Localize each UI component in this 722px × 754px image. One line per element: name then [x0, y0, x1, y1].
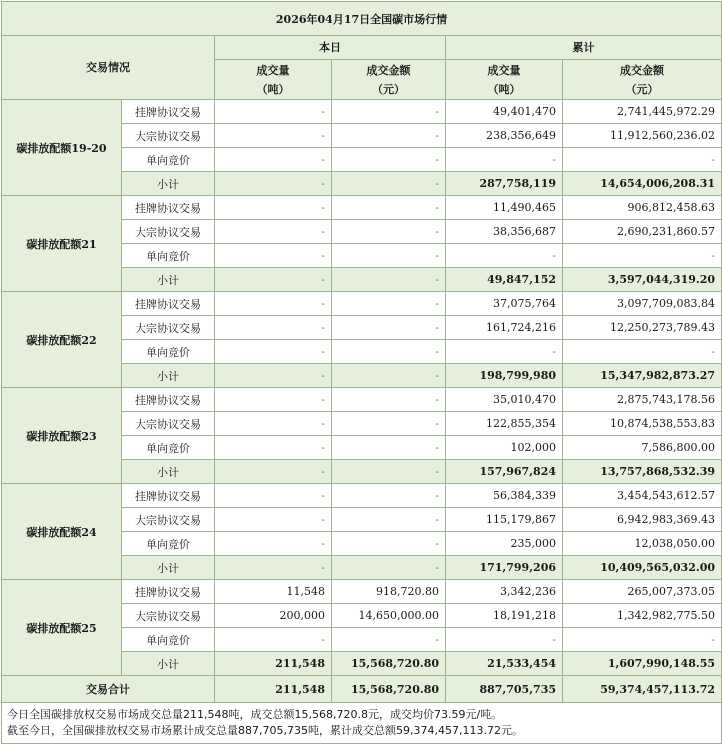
today-amount-cell: -	[332, 388, 446, 412]
today-volume-cell: -	[215, 100, 332, 124]
cumulative-volume-cell: 161,724,216	[446, 316, 563, 340]
today-volume-cell: -	[215, 484, 332, 508]
today-volume-cell: -	[215, 460, 332, 484]
cumulative-amount-cell: 10,409,565,032.00	[563, 556, 722, 580]
today-amount-cell: -	[332, 556, 446, 580]
cumulative-amount-cell: 2,875,743,178.56	[563, 388, 722, 412]
cumulative-volume-cell: 11,490,465	[446, 196, 563, 220]
table-title: 2026年04月17日全国碳市场行情	[2, 2, 722, 36]
trade-type-label: 单向竞价	[122, 628, 215, 652]
today-volume-cell: -	[215, 124, 332, 148]
trade-type-label: 单向竞价	[122, 148, 215, 172]
trade-type-label: 大宗协议交易	[122, 412, 215, 436]
today-volume-cell: -	[215, 340, 332, 364]
today-volume-cell: -	[215, 628, 332, 652]
volume-label: 成交量	[256, 63, 290, 77]
today-amount-cell: 918,720.80	[332, 580, 446, 604]
trade-type-label: 单向竞价	[122, 244, 215, 268]
today-volume-cell: -	[215, 148, 332, 172]
table-row	[2, 580, 722, 604]
cumulative-amount-cell: 265,007,373.05	[563, 580, 722, 604]
trade-type-label: 挂牌协议交易	[122, 196, 215, 220]
cumulative-amount-cell: 10,874,538,553.83	[563, 412, 722, 436]
today-amount-cell: -	[332, 484, 446, 508]
table-row	[2, 292, 722, 316]
trade-type-label: 挂牌协议交易	[122, 292, 215, 316]
cumulative-amount-cell: 14,654,006,208.31	[563, 172, 722, 196]
trade-info-header: 交易情况	[2, 36, 215, 100]
today-volume-cell: -	[215, 172, 332, 196]
subtotal-label: 小计	[122, 556, 215, 580]
cumulative-amount-cell: 3,454,543,612.57	[563, 484, 722, 508]
today-amount-cell: -	[332, 292, 446, 316]
total-cumulative-amount: 59,374,457,113.72	[563, 676, 722, 703]
cumulative-volume-cell: 21,533,454	[446, 652, 563, 676]
total-cumulative-volume: 887,705,735	[446, 676, 563, 703]
today-volume-cell: -	[215, 436, 332, 460]
cumulative-amount-cell: -	[563, 244, 722, 268]
total-today-amount: 15,568,720.80	[332, 676, 446, 703]
today-volume-header	[215, 60, 332, 100]
cumulative-volume-cell: -	[446, 340, 563, 364]
today-amount-cell: -	[332, 172, 446, 196]
today-volume-cell: -	[215, 532, 332, 556]
cumulative-amount-cell: 12,250,273,789.43	[563, 316, 722, 340]
table-row	[2, 196, 722, 220]
cumulative-volume-cell: 38,356,687	[446, 220, 563, 244]
cumulative-header: 累计	[446, 36, 722, 60]
trade-type-label: 单向竞价	[122, 532, 215, 556]
cumulative-volume-cell: 49,847,152	[446, 268, 563, 292]
trade-type-label: 挂牌协议交易	[122, 388, 215, 412]
trade-type-label: 挂牌协议交易	[122, 484, 215, 508]
today-amount-cell: -	[332, 316, 446, 340]
allowance-group-name: 碳排放配额23	[2, 388, 122, 484]
trade-type-label: 大宗协议交易	[122, 124, 215, 148]
cumulative-amount-cell: 3,597,044,319.20	[563, 268, 722, 292]
cumulative-amount-cell: 3,097,709,083.84	[563, 292, 722, 316]
amount-unit: （元）	[625, 82, 659, 96]
today-volume-cell: -	[215, 556, 332, 580]
table-row	[2, 484, 722, 508]
today-amount-cell: -	[332, 628, 446, 652]
subtotal-label: 小计	[122, 268, 215, 292]
today-amount-cell: -	[332, 148, 446, 172]
cumulative-amount-cell: 12,038,050.00	[563, 532, 722, 556]
cumulative-volume-cell: 102,000	[446, 436, 563, 460]
cumulative-amount-cell: 6,942,983,369.43	[563, 508, 722, 532]
cumulative-volume-cell: 198,799,980	[446, 364, 563, 388]
today-amount-header	[332, 60, 446, 100]
footnote	[2, 703, 722, 744]
cumulative-amount-cell: 7,586,800.00	[563, 436, 722, 460]
trade-type-label: 大宗协议交易	[122, 220, 215, 244]
trade-type-label: 单向竞价	[122, 436, 215, 460]
subtotal-label: 小计	[122, 364, 215, 388]
today-volume-cell: -	[215, 508, 332, 532]
cumulative-volume-cell: -	[446, 244, 563, 268]
today-amount-cell: -	[332, 532, 446, 556]
today-amount-cell: -	[332, 124, 446, 148]
amount-label: 成交金额	[620, 63, 664, 77]
today-amount-cell: -	[332, 244, 446, 268]
cumulative-volume-header	[446, 60, 563, 100]
cumulative-amount-cell: 2,690,231,860.57	[563, 220, 722, 244]
today-volume-cell: -	[215, 196, 332, 220]
today-amount-cell: -	[332, 220, 446, 244]
today-volume-cell: 200,000	[215, 604, 332, 628]
today-amount-cell: -	[332, 340, 446, 364]
allowance-group-name: 碳排放配额24	[2, 484, 122, 580]
cumulative-volume-cell: 122,855,354	[446, 412, 563, 436]
cumulative-volume-cell: 287,758,119	[446, 172, 563, 196]
today-volume-cell: -	[215, 220, 332, 244]
allowance-group-name: 碳排放配额19-20	[2, 100, 122, 196]
cumulative-amount-cell: 11,912,560,236.02	[563, 124, 722, 148]
today-amount-cell: -	[332, 196, 446, 220]
today-volume-cell: 211,548	[215, 652, 332, 676]
table-row	[2, 100, 722, 124]
cumulative-amount-cell: -	[563, 340, 722, 364]
carbon-market-table	[1, 1, 722, 744]
volume-label: 成交量	[487, 63, 521, 77]
amount-label: 成交金额	[366, 63, 411, 77]
cumulative-volume-cell: 35,010,470	[446, 388, 563, 412]
cumulative-volume-cell: 49,401,470	[446, 100, 563, 124]
cumulative-volume-cell: 37,075,764	[446, 292, 563, 316]
allowance-group-name: 碳排放配额21	[2, 196, 122, 292]
cumulative-amount-header	[563, 60, 722, 100]
today-amount-cell: -	[332, 100, 446, 124]
cumulative-amount-cell: -	[563, 628, 722, 652]
today-amount-cell: 14,650,000.00	[332, 604, 446, 628]
today-amount-cell: 15,568,720.80	[332, 652, 446, 676]
today-amount-cell: -	[332, 436, 446, 460]
today-header: 本日	[215, 36, 446, 60]
cumulative-volume-cell: 3,342,236	[446, 580, 563, 604]
cumulative-amount-cell: 15,347,982,873.27	[563, 364, 722, 388]
allowance-group-name: 碳排放配额22	[2, 292, 122, 388]
cumulative-amount-cell: 1,342,982,775.50	[563, 604, 722, 628]
subtotal-label: 小计	[122, 172, 215, 196]
today-amount-cell: -	[332, 460, 446, 484]
cumulative-volume-cell: 171,799,206	[446, 556, 563, 580]
trade-type-label: 大宗协议交易	[122, 508, 215, 532]
cumulative-amount-cell: 2,741,445,972.29	[563, 100, 722, 124]
trade-type-label: 大宗协议交易	[122, 316, 215, 340]
amount-unit: （元）	[372, 82, 405, 96]
today-volume-cell: -	[215, 292, 332, 316]
today-amount-cell: -	[332, 412, 446, 436]
total-label: 交易合计	[2, 676, 215, 703]
subtotal-label: 小计	[122, 460, 215, 484]
cumulative-volume-cell: -	[446, 148, 563, 172]
cumulative-volume-cell: -	[446, 628, 563, 652]
today-amount-cell: -	[332, 364, 446, 388]
cumulative-volume-cell: 56,384,339	[446, 484, 563, 508]
total-today-volume: 211,548	[215, 676, 332, 703]
today-volume-cell: -	[215, 388, 332, 412]
cumulative-volume-cell: 157,967,824	[446, 460, 563, 484]
today-amount-cell: -	[332, 268, 446, 292]
volume-unit: （吨）	[487, 82, 521, 96]
table-row	[2, 388, 722, 412]
subtotal-label: 小计	[122, 652, 215, 676]
footnote-line-cumulative: 截至今日，全国碳排放权交易市场累计成交总量887,705,735吨，累计成交总额59,374,457,113.72元。	[7, 724, 523, 737]
cumulative-volume-cell: 18,191,218	[446, 604, 563, 628]
today-volume-cell: -	[215, 244, 332, 268]
trade-type-label: 挂牌协议交易	[122, 580, 215, 604]
cumulative-amount-cell: 906,812,458.63	[563, 196, 722, 220]
today-amount-cell: -	[332, 508, 446, 532]
volume-unit: （吨）	[256, 82, 290, 96]
footnote-line-today: 今日全国碳排放权交易市场成交总量211,548吨，成交总额15,568,720.8元，成交均价73.59元/吨。	[7, 708, 503, 721]
trade-type-label: 单向竞价	[122, 340, 215, 364]
today-volume-cell: -	[215, 316, 332, 340]
today-volume-cell: -	[215, 364, 332, 388]
trade-type-label: 挂牌协议交易	[122, 100, 215, 124]
cumulative-volume-cell: 235,000	[446, 532, 563, 556]
cumulative-volume-cell: 238,356,649	[446, 124, 563, 148]
trade-type-label: 大宗协议交易	[122, 604, 215, 628]
cumulative-amount-cell: -	[563, 148, 722, 172]
cumulative-amount-cell: 1,607,990,148.55	[563, 652, 722, 676]
today-volume-cell: 11,548	[215, 580, 332, 604]
allowance-group-name: 碳排放配额25	[2, 580, 122, 676]
today-volume-cell: -	[215, 412, 332, 436]
cumulative-amount-cell: 13,757,868,532.39	[563, 460, 722, 484]
cumulative-volume-cell: 115,179,867	[446, 508, 563, 532]
today-volume-cell: -	[215, 268, 332, 292]
